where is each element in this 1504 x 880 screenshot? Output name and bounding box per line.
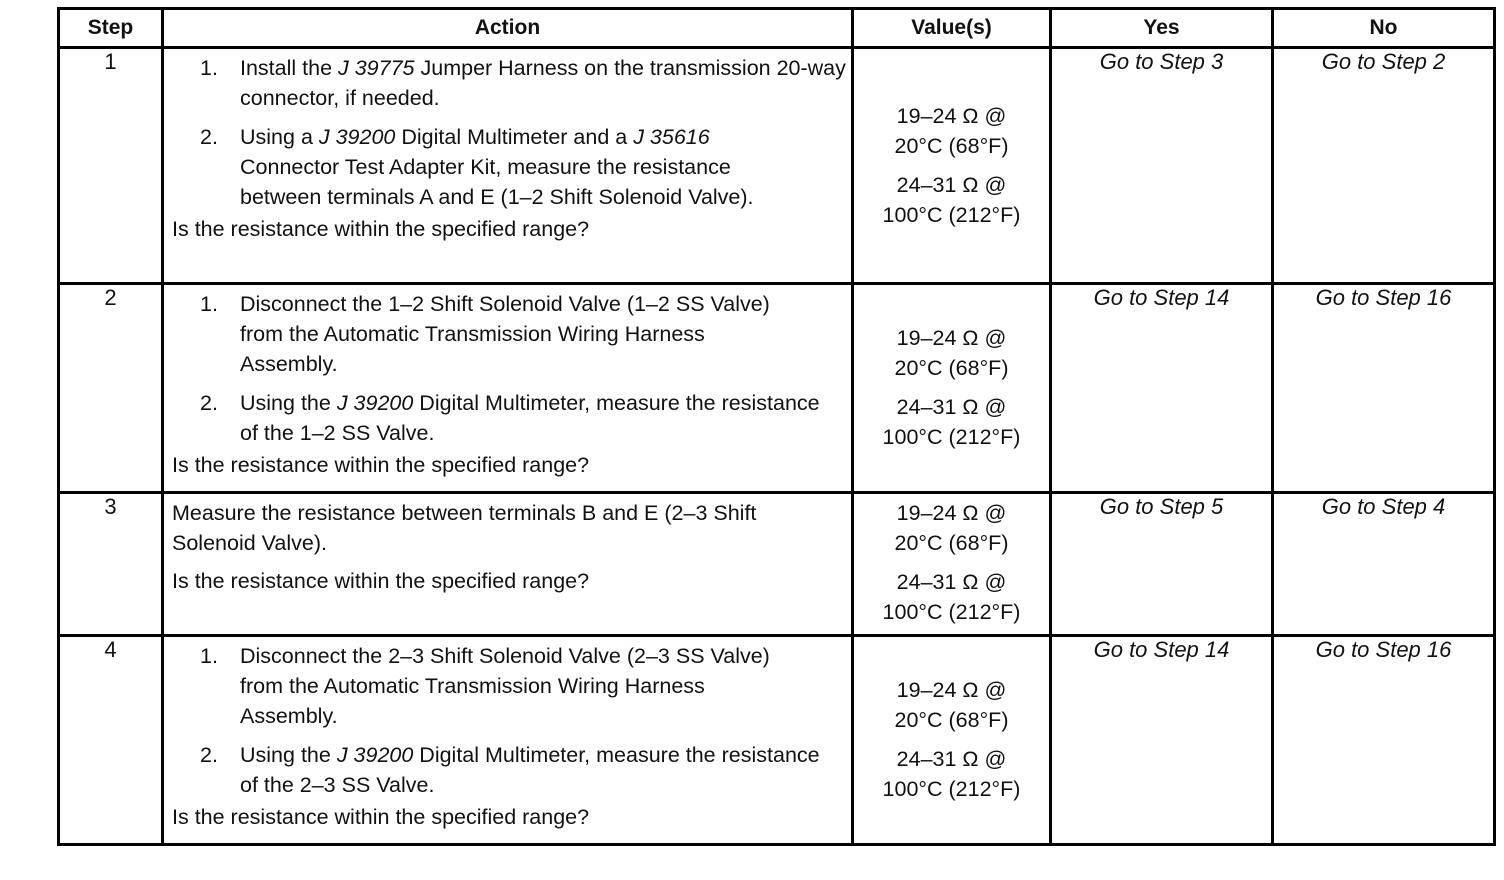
yes-cell (1051, 493, 1273, 636)
no-link[interactable]: Go to Step 4 (1321, 494, 1446, 519)
yes-cell (1051, 284, 1273, 493)
action-item: 1. Disconnect the 1–2 Shift Solenoid Valve (1–2 SS Valve) from the Automatic Transmission Wiring Harness Assembly. (200, 292, 770, 376)
action-list (164, 53, 851, 212)
action-item: 2. Using a J 39200 Digital Multimeter and a J 35616 Connector Test Adapter Kit, measure the resistance between terminals A and E (1–2 Shift Solenoid Valve). (200, 125, 754, 209)
step-number: 1 (59, 48, 163, 284)
action-list (164, 641, 851, 800)
table-row (59, 493, 1495, 636)
table-row (59, 636, 1495, 845)
values-cell: 19–24 Ω @ 20°C (68°F) 24–31 Ω @ 100°C (212°F) (853, 493, 1051, 636)
no-link[interactable]: Go to Step 16 (1315, 285, 1452, 310)
no-cell (1273, 284, 1495, 493)
header-yes: Yes (1051, 9, 1273, 48)
action-text: Measure the resistance between terminals B and E (2–3 Shift Solenoid Valve). (172, 501, 757, 555)
action-cell (163, 284, 853, 493)
yes-link[interactable]: Go to Step 3 (1099, 49, 1224, 74)
yes-cell (1051, 636, 1273, 845)
action-list (164, 289, 851, 448)
question-text: Is the resistance within the specified range? (172, 805, 590, 829)
no-link[interactable]: Go to Step 16 (1315, 637, 1452, 662)
action-cell (163, 48, 853, 284)
yes-link[interactable]: Go to Step 5 (1099, 494, 1224, 519)
header-no: No (1273, 9, 1495, 48)
values-cell: 19–24 Ω @ 20°C (68°F) 24–31 Ω @ 100°C (212°F) (853, 284, 1051, 493)
table-row (59, 48, 1495, 284)
action-item: 1. Install the J 39775 Jumper Harness on the transmission 20-way connector, if needed. (200, 56, 846, 110)
action-item: 2. Using the J 39200 Digital Multimeter, measure the resistance of the 2–3 SS Valve. (200, 743, 820, 797)
question-text: Is the resistance within the specified range? (172, 453, 590, 477)
yes-link[interactable]: Go to Step 14 (1093, 285, 1230, 310)
header-row (59, 9, 1495, 48)
yes-cell (1051, 48, 1273, 284)
header-values: Value(s) (853, 9, 1051, 48)
step-number: 3 (59, 493, 163, 636)
question-text: Is the resistance within the specified range? (172, 569, 590, 593)
action-item: 2. Using the J 39200 Digital Multimeter, measure the resistance of the 1–2 SS Valve. (200, 391, 820, 445)
no-cell (1273, 493, 1495, 636)
yes-link[interactable]: Go to Step 14 (1093, 637, 1230, 662)
step-number: 2 (59, 284, 163, 493)
values-cell: 19–24 Ω @ 20°C (68°F) 24–31 Ω @ 100°C (212°F) (853, 48, 1051, 284)
step-number: 4 (59, 636, 163, 845)
action-cell (163, 636, 853, 845)
no-cell (1273, 636, 1495, 845)
no-cell (1273, 48, 1495, 284)
header-action: Action (163, 9, 853, 48)
question-text: Is the resistance within the specified range? (172, 217, 590, 241)
table-row (59, 284, 1495, 493)
diagnostic-table (57, 7, 1496, 846)
no-link[interactable]: Go to Step 2 (1321, 49, 1446, 74)
header-step: Step (59, 9, 163, 48)
action-item: 1. Disconnect the 2–3 Shift Solenoid Valve (2–3 SS Valve) from the Automatic Transmission Wiring Harness Assembly. (200, 644, 770, 728)
values-cell: 19–24 Ω @ 20°C (68°F) 24–31 Ω @ 100°C (212°F) (853, 636, 1051, 845)
action-cell (163, 493, 853, 636)
